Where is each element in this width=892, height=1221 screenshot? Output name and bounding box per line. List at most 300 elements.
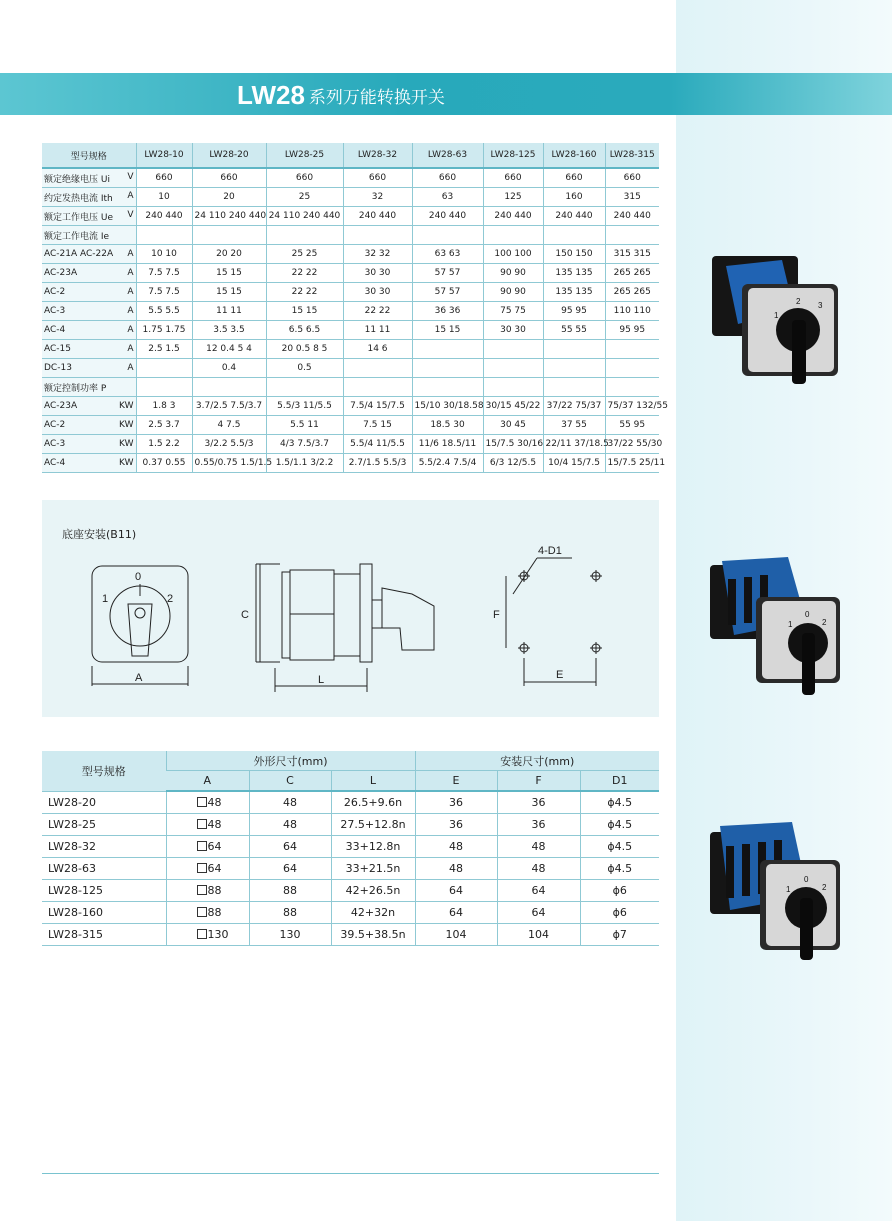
spec-cell [605,359,659,378]
spec-cell: 240 440 [483,207,543,226]
dim-cell: 88 [249,880,331,902]
spec-cell: 135 135 [543,264,605,283]
dim-cell: 33+21.5n [331,858,415,880]
photo2-mark-2: 2 [822,618,827,627]
spec-row-label [42,245,136,264]
spec-cell: 660 [192,168,266,188]
spec-cell [266,378,343,397]
spec-row [42,416,659,435]
spec-cell: 63 63 [412,245,483,264]
spec-cell [343,359,412,378]
dim-cell: ϕ4.5 [580,814,659,836]
dim-cell: LW28-160 [42,902,166,924]
dim-cell: 26.5+9.6n [331,791,415,814]
spec-cell [266,226,343,245]
spec-row-unit: V [127,209,134,220]
spec-header-model: LW28-160 [543,143,605,168]
spec-header-model: LW28-125 [483,143,543,168]
spec-cell: 7.5 15 [343,416,412,435]
dim-cell-value: 48 [207,796,222,809]
spec-cell: 14 6 [343,340,412,359]
spec-row-unit: A [127,249,134,259]
dim-row [42,858,659,880]
spec-cell [543,359,605,378]
spec-cell: 2.5 3.7 [136,416,192,435]
spec-cell [192,378,266,397]
spec-row-label [42,168,136,188]
spec-row-label [42,226,136,245]
dim-cell: 36 [415,791,497,814]
spec-cell: 2.5 1.5 [136,340,192,359]
spec-row-label [42,454,136,473]
square-symbol-icon [197,929,207,939]
photo3-mark-1: 1 [786,885,791,894]
dim-col-header: D1 [580,771,659,792]
spec-row-unit: KW [119,439,134,449]
spec-row-label [42,207,136,226]
spec-cell: 30 30 [343,283,412,302]
spec-cell: 25 25 [266,245,343,264]
spec-cell: 7.5/4 15/7.5 [343,397,412,416]
spec-cell: 15/7.5 25/11 [605,454,659,473]
dim-cell: LW28-125 [42,880,166,902]
dim-cell: 33+12.8n [331,836,415,858]
spec-row-unit: V [127,171,134,182]
spec-row [42,321,659,340]
spec-row-label [42,188,136,207]
spec-row-unit: A [127,363,134,373]
spec-cell: 90 90 [483,264,543,283]
dim-cell: 36 [497,814,580,836]
spec-cell: 10 [136,188,192,207]
dim-cell: ϕ6 [580,880,659,902]
spec-cell: 265 265 [605,264,659,283]
dim-header-outline: 外形尺寸(mm) [166,751,415,771]
spec-row-param: AC-3 [44,306,66,316]
title-model: LW28 [237,80,305,110]
spec-cell: 22/11 37/18.5 [543,435,605,454]
dim-label-l: L [318,674,325,686]
spec-row-label [42,359,136,378]
spec-cell: 240 440 [543,207,605,226]
spec-row-param: AC-21A AC-22A [44,249,114,259]
spec-row [42,226,659,245]
product-photo-3 [708,820,842,965]
dim-cell: 36 [497,791,580,814]
dim-cell-value: 48 [207,818,222,831]
dim-cell: 104 [497,924,580,946]
dim-label-f: F [493,609,500,621]
dim-cell: 39.5+38.5n [331,924,415,946]
spec-cell [483,340,543,359]
spec-cell: 95 95 [605,321,659,340]
spec-row-param: AC-23A [44,401,78,411]
spec-cell: 11/6 18.5/11 [412,435,483,454]
dim-cell: 36 [415,814,497,836]
spec-cell: 5.5/3 11/5.5 [266,397,343,416]
spec-row-label [42,302,136,321]
side-flange [360,564,372,662]
title-subtitle: 系列万能转换开关 [308,88,445,108]
page-title [237,80,445,111]
square-symbol-icon [197,885,207,895]
spec-cell: 95 95 [543,302,605,321]
photo3-mark-2: 2 [822,883,827,892]
spec-row [42,397,659,416]
dim-cell: ϕ6 [580,902,659,924]
spec-row-label [42,435,136,454]
spec-cell: 25 [266,188,343,207]
spec-cell: 0.37 0.55 [136,454,192,473]
spec-cell [136,226,192,245]
spec-row [42,188,659,207]
dim-cell [166,924,249,946]
spec-cell: 5.5/2.4 7.5/4 [412,454,483,473]
spec-row-param: AC-4 [44,458,66,468]
spec-cell: 22 22 [343,302,412,321]
dim-cell-value: 64 [207,840,222,853]
dim-cell: 42+26.5n [331,880,415,902]
spec-row-param: AC-2 [44,420,66,430]
spec-cell: 315 [605,188,659,207]
spec-cell: 1.5/1.1 3/2.2 [266,454,343,473]
spec-row [42,454,659,473]
spec-cell: 32 [343,188,412,207]
spec-row-label [42,416,136,435]
dim-cell: ϕ4.5 [580,791,659,814]
spec-cell: 0.5 [266,359,343,378]
spec-cell [543,226,605,245]
dim-cell: 48 [415,836,497,858]
spec-cell: 660 [483,168,543,188]
leader-line [513,558,537,594]
spec-cell: 110 110 [605,302,659,321]
spec-cell: 20 [192,188,266,207]
dim-row [42,836,659,858]
side-plate [282,572,290,658]
spec-row-param: AC-3 [44,439,66,449]
spec-row-param: 额定绝缘电压 Ui [44,174,110,185]
spec-cell: 63 [412,188,483,207]
spec-row [42,359,659,378]
bottom-rule [42,1173,659,1174]
dim-cell: 64 [249,858,331,880]
side-body [290,570,334,660]
spec-row [42,302,659,321]
spec-cell [412,226,483,245]
spec-cell: 11 11 [192,302,266,321]
spec-cell: 4/3 7.5/3.7 [266,435,343,454]
spec-cell [412,378,483,397]
spec-row-label [42,340,136,359]
spec-cell: 37/22 55/30 [605,435,659,454]
spec-row-unit: KW [119,420,134,430]
photo3-mark-0: 0 [804,875,809,884]
dim-cell: LW28-20 [42,791,166,814]
dim-cell: 130 [249,924,331,946]
spec-cell: 37 55 [543,416,605,435]
dim-cell: LW28-315 [42,924,166,946]
spec-cell: 660 [605,168,659,188]
spec-cell: 30 45 [483,416,543,435]
dim-col-header: F [497,771,580,792]
dim-cell: LW28-25 [42,814,166,836]
spec-cell: 3.5 3.5 [192,321,266,340]
drawing-label: 底座安装(B11) [62,528,137,541]
spec-cell: 7.5 7.5 [136,283,192,302]
spec-cell [136,378,192,397]
spec-header-model: LW28-315 [605,143,659,168]
dim-cell [166,791,249,814]
spec-cell [543,378,605,397]
spec-cell: 0.55/0.75 1.5/1.5 [192,454,266,473]
spec-cell: 55 95 [605,416,659,435]
spec-cell: 36 36 [412,302,483,321]
dim-cell: 104 [415,924,497,946]
dim-cell: ϕ4.5 [580,836,659,858]
spec-header-model: LW28-32 [343,143,412,168]
spec-row-label [42,283,136,302]
dim-cell [166,836,249,858]
dim-cell: 64 [497,902,580,924]
spec-cell: 5.5 5.5 [136,302,192,321]
front-handle [128,604,152,656]
dim-cell [166,814,249,836]
spec-row-unit: A [127,268,134,278]
front-mark-1: 1 [102,593,109,605]
spec-cell: 20 0.5 8 5 [266,340,343,359]
spec-cell: 75 75 [483,302,543,321]
dim-row [42,880,659,902]
spec-cell: 24 110 240 440 [266,207,343,226]
spec-cell: 15 15 [192,283,266,302]
spec-cell: 30 30 [483,321,543,340]
spec-row-label [42,378,136,397]
square-symbol-icon [197,819,207,829]
dim-cell: 64 [415,880,497,902]
spec-row-param: 额定工作电压 Ue [44,212,113,223]
dim-row [42,924,659,946]
dim-cell: 64 [249,836,331,858]
dim-cell-value: 64 [207,862,222,875]
photo2-mark-1: 1 [788,620,793,629]
spec-row-param: 额定控制功率 P [44,383,107,394]
spec-cell: 5.5/4 11/5.5 [343,435,412,454]
spec-row [42,207,659,226]
spec-cell [483,378,543,397]
spec-cell: 75/37 132/55 [605,397,659,416]
spec-cell: 5.5 11 [266,416,343,435]
dim-cell-value: 88 [207,906,222,919]
spec-cell: 150 150 [543,245,605,264]
spec-cell: 12 0.4 5 4 [192,340,266,359]
spec-row-unit: KW [119,401,134,411]
dim-col-header: E [415,771,497,792]
spec-cell [605,226,659,245]
spec-cell [412,340,483,359]
dim-col-header: C [249,771,331,792]
dim-cell: LW28-32 [42,836,166,858]
spec-cell: 2.7/1.5 5.5/3 [343,454,412,473]
spec-cell: 30/15 45/22 [483,397,543,416]
spec-header-model: LW28-20 [192,143,266,168]
spec-cell: 6.5 6.5 [266,321,343,340]
dim-header-mount: 安装尺寸(mm) [415,751,659,771]
spec-row [42,435,659,454]
spec-cell: 30 30 [343,264,412,283]
spec-cell: 660 [343,168,412,188]
dim-header-model: 型号规格 [42,751,166,791]
spec-cell: 240 440 [136,207,192,226]
dim-cell [166,880,249,902]
square-symbol-icon [197,863,207,873]
dim-cell: ϕ7 [580,924,659,946]
dim-cell [166,902,249,924]
photo1-mark-1: 1 [774,311,779,320]
spec-cell: 37/22 75/37 [543,397,605,416]
spec-cell: 32 32 [343,245,412,264]
spec-cell [543,340,605,359]
spec-table [42,143,668,473]
spec-cell [412,359,483,378]
spec-cell: 240 440 [343,207,412,226]
spec-header-model: LW28-25 [266,143,343,168]
photo1-mark-2: 2 [796,297,801,306]
spec-cell: 15 15 [192,264,266,283]
spec-cell: 240 440 [412,207,483,226]
spec-row-unit: KW [119,458,134,468]
spec-cell: 90 90 [483,283,543,302]
square-symbol-icon [197,797,207,807]
spec-cell: 15 15 [412,321,483,340]
spec-row-unit: A [127,306,134,316]
spec-row-param: 额定工作电流 Ie [44,231,110,242]
dim-row [42,814,659,836]
mounting-drawing [42,500,659,717]
spec-cell [136,359,192,378]
dim-cell [166,858,249,880]
spec-cell: 1.5 2.2 [136,435,192,454]
title-band [0,73,892,115]
spec-cell [605,340,659,359]
dim-cell: 48 [415,858,497,880]
spec-cell: 15/10 30/18.58 [412,397,483,416]
dim-label-e: E [556,669,564,681]
spec-row-param: AC-23A [44,268,78,278]
spec-cell: 265 265 [605,283,659,302]
spec-cell: 4 7.5 [192,416,266,435]
dim-cell: 48 [497,836,580,858]
spec-cell: 240 440 [605,207,659,226]
dim-cell-value: 130 [207,928,229,941]
spec-header-model: LW28-63 [412,143,483,168]
spec-row [42,168,659,188]
dim-cell: 64 [415,902,497,924]
spec-cell: 15 15 [266,302,343,321]
spec-row-param: AC-4 [44,325,66,335]
spec-header-model: LW28-10 [136,143,192,168]
square-symbol-icon [197,841,207,851]
spec-cell: 15/7.5 30/16 [483,435,543,454]
front-mark-0: 0 [135,571,142,583]
spec-row-label [42,397,136,416]
spec-row [42,245,659,264]
spec-row [42,378,659,397]
spec-cell [483,359,543,378]
spec-cell: 18.5 30 [412,416,483,435]
spec-row-param: AC-2 [44,287,66,297]
spec-row [42,264,659,283]
spec-cell [605,378,659,397]
dim-cell: 48 [249,814,331,836]
dim-label-a: A [135,672,143,684]
spec-row-param: 约定发热电流 Ith [44,193,113,204]
spec-cell: 1.8 3 [136,397,192,416]
side-knob [382,588,434,650]
spec-row-label [42,321,136,340]
photo2-mark-0: 0 [805,610,810,619]
spec-cell: 20 20 [192,245,266,264]
dimension-table [42,751,659,946]
dim-cell: 27.5+12.8n [331,814,415,836]
spec-row [42,283,659,302]
spec-cell: 660 [136,168,192,188]
spec-row [42,340,659,359]
spec-row-unit: A [127,344,134,354]
dim-cell: 64 [497,880,580,902]
spec-cell: 135 135 [543,283,605,302]
spec-cell: 660 [266,168,343,188]
spec-cell: 1.75 1.75 [136,321,192,340]
spec-cell [483,226,543,245]
dim-row [42,791,659,814]
photo1-mark-3: 3 [818,301,823,310]
dim-col-header: L [331,771,415,792]
spec-cell: 24 110 240 440 [192,207,266,226]
product-photo-2 [708,555,842,700]
dim-cell: 48 [249,791,331,814]
spec-cell: 10/4 15/7.5 [543,454,605,473]
spec-row-unit: A [127,325,134,335]
spec-cell: 3.7/2.5 7.5/3.7 [192,397,266,416]
spec-cell: 57 57 [412,264,483,283]
spec-cell: 125 [483,188,543,207]
spec-row-param: AC-15 [44,344,71,354]
spec-cell: 160 [543,188,605,207]
spec-cell: 660 [412,168,483,188]
spec-cell [192,226,266,245]
spec-cell: 315 315 [605,245,659,264]
spec-header-model-label: 型号规格 [42,143,136,168]
spec-row-label [42,264,136,283]
spec-cell [343,378,412,397]
dim-cell: ϕ4.5 [580,858,659,880]
dim-cell: 42+32n [331,902,415,924]
spec-cell: 660 [543,168,605,188]
spec-row-unit: A [127,190,134,201]
spec-cell: 6/3 12/5.5 [483,454,543,473]
spec-header-row [42,143,659,168]
dim-label-holes: 4-D1 [538,545,562,557]
product-photo-1 [708,250,842,390]
spec-cell: 11 11 [343,321,412,340]
spec-cell: 22 22 [266,283,343,302]
dim-cell: LW28-63 [42,858,166,880]
spec-cell [343,226,412,245]
front-shaft [135,608,145,618]
spec-row-unit: A [127,287,134,297]
dim-cell: 88 [249,902,331,924]
